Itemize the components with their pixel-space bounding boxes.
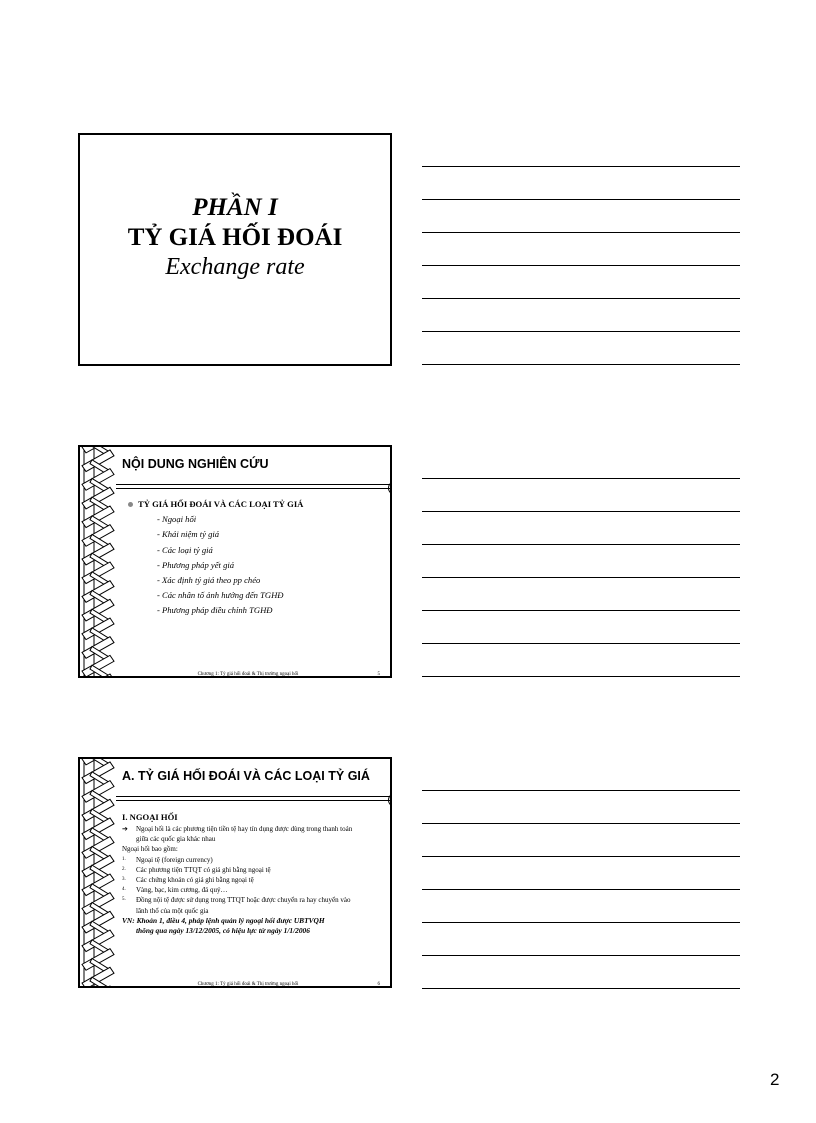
item-number: 1.: [122, 856, 126, 862]
includes-label: Ngoại hối bao gồm:: [122, 845, 178, 854]
item-number: 2.: [122, 866, 126, 872]
rope-decoration-icon: [80, 759, 116, 986]
list-item: - Phương pháp yết giá: [157, 559, 235, 570]
title-block: [80, 193, 390, 281]
list-item: [122, 885, 384, 895]
list-item: [122, 875, 384, 885]
list-item: - Các nhân tố ảnh hưởng đến TGHĐ: [157, 590, 284, 601]
note-line: [422, 823, 740, 824]
divider: [116, 800, 390, 801]
item-text: Vàng, bạc, kim cương, đá quý…: [136, 886, 228, 895]
note-line: [422, 298, 740, 299]
divider: [116, 488, 390, 489]
list-item: [122, 865, 384, 875]
note-line: [422, 232, 740, 233]
item-text: Đồng nội tệ được sử dụng trong TTQT hoặc được chuyển ra hay chuyển vào: [136, 896, 351, 905]
arrow-item-text-cont: giữa các quốc gia khác nhau: [136, 835, 216, 844]
vn-note: VN: Khoản 1, điều 4, pháp lệnh quản lý ngoại hối được UBTVQH: [122, 915, 325, 925]
footer-text: Chương 1: Tỷ giá hối đoái & Thị trường ngoại hối: [197, 672, 299, 677]
arrow-right-icon: ➔: [122, 825, 128, 833]
item-text: Ngoại tệ (foreign currency): [136, 855, 213, 864]
page-number: 2: [770, 1070, 780, 1089]
item-number: 4.: [122, 887, 126, 893]
slide-number: 6: [377, 982, 380, 987]
divider: [116, 796, 390, 797]
content-body: [122, 811, 384, 936]
subtitle: Exchange rate: [165, 254, 305, 280]
slide-number: 5: [377, 672, 380, 677]
item-text: lãnh thổ của một quốc gia: [136, 906, 209, 915]
slide-foreign-exchange: [78, 757, 392, 988]
item-number: 5.: [122, 897, 126, 903]
slide-title: [78, 133, 392, 366]
list-item-cont: [122, 906, 384, 916]
note-line: [422, 544, 740, 545]
list-item: [122, 855, 384, 865]
item-text: Các phương tiện TTQT có giá ghi bằng ngoại tệ: [136, 865, 271, 874]
arrow-item-text: Ngoại hối là các phương tiện tiền tệ hay tín dụng được dùng trong thanh toán: [136, 825, 353, 833]
arrow-item: [122, 824, 384, 844]
slide-contents: [78, 445, 392, 678]
note-line: [422, 478, 740, 479]
divider: [116, 484, 390, 485]
slide-heading: A. TỶ GIÁ HỐI ĐOÁI VÀ CÁC LOẠI TỶ GIÁ: [122, 769, 370, 783]
main-title: TỶ GIÁ HỐI ĐOÁI: [127, 224, 343, 251]
hook-icon: [388, 481, 392, 495]
note-line: [422, 577, 740, 578]
rope-decoration-icon: [80, 447, 116, 676]
note-line: [422, 643, 740, 644]
footer-text: Chương 1: Tỷ giá hối đoái & Thị trường ngoại hối: [197, 982, 299, 987]
note-line: [422, 856, 740, 857]
note-line: [422, 331, 740, 332]
item-text: Các chứng khoán có giá ghi bằng ngoại tệ: [136, 876, 254, 885]
main-bullet-text: TỶ GIÁ HỐI ĐOÁI VÀ CÁC LOẠI TỶ GIÁ: [138, 499, 304, 509]
list-item: - Phương pháp điều chỉnh TGHĐ: [157, 605, 273, 616]
list-item: - Xác định tỷ giá theo pp chéo: [157, 575, 261, 586]
main-bullet: [122, 497, 382, 512]
list-item: - Ngoại hối: [157, 514, 197, 525]
note-line: [422, 610, 740, 611]
note-line: [422, 511, 740, 512]
note-line: [422, 199, 740, 200]
note-line: [422, 889, 740, 890]
bullet-dot-icon: [128, 502, 133, 507]
list-item: - Khái niệm tỷ giá: [157, 529, 220, 540]
content-body: [122, 497, 382, 619]
note-line: [422, 166, 740, 167]
section-title: I. NGOẠI HỐI: [122, 812, 178, 822]
slide-heading: NỘI DUNG NGHIÊN CỨU: [122, 457, 269, 471]
hook-icon: [388, 793, 392, 807]
vn-note-cont: thông qua ngày 13/12/2005, có hiệu lực từ ngày 1/1/2006: [136, 925, 310, 935]
part-label: PHẦN I: [192, 194, 278, 221]
note-line: [422, 955, 740, 956]
list-item: - Các loại tỷ giá: [157, 544, 213, 555]
note-line: [422, 265, 740, 266]
list-item: [122, 895, 384, 905]
note-line: [422, 988, 740, 989]
note-line: [422, 922, 740, 923]
note-line: [422, 676, 740, 677]
item-number: 3.: [122, 877, 126, 883]
note-line: [422, 364, 740, 365]
note-line: [422, 790, 740, 791]
